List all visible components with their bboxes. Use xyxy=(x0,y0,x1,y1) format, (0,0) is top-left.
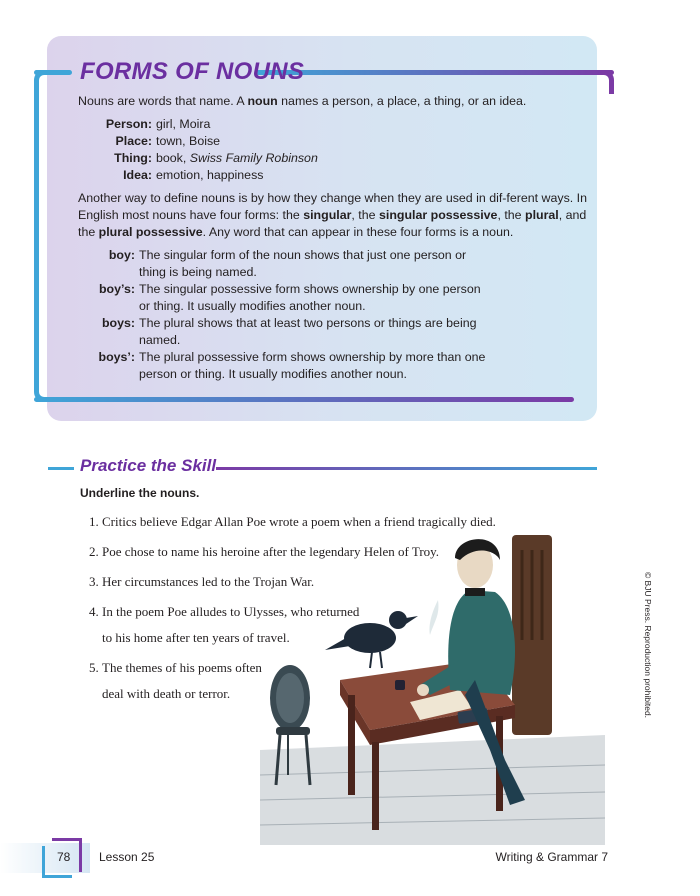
practice-instruction: Underline the nouns. xyxy=(80,486,200,500)
practice-title: Practice the Skill xyxy=(80,456,217,475)
practice-rule-left xyxy=(48,467,74,470)
form-row: boy’s: The singular possessive form shows ownership by one person or thing. It usually modifies another noun. xyxy=(98,282,481,313)
practice-rule-right xyxy=(216,467,597,470)
book-title: Writing & Grammar 7 xyxy=(495,850,608,864)
form-row: boy: The singular form of the noun shows that just one person or thing is being named. xyxy=(108,248,467,279)
intro-paragraph: Nouns are words that name. A noun names a person, a place, a thing, or an idea. xyxy=(78,94,527,108)
example-row: Place: town, Boise xyxy=(115,134,221,148)
raven-icon xyxy=(325,611,418,668)
quill-icon xyxy=(429,600,438,635)
poe-illustration xyxy=(260,520,605,845)
box-frame-left xyxy=(34,70,50,402)
page-number: 78 xyxy=(57,850,71,864)
lesson-label: Lesson 25 xyxy=(99,850,155,864)
practice-item: 1. Critics believe Edgar Allan Poe wrote a poem when a friend tragically died. xyxy=(89,514,496,529)
example-row: Thing: book, Swiss Family Robinson xyxy=(114,151,318,165)
concept-content xyxy=(78,93,588,383)
example-row: Idea: emotion, happiness xyxy=(123,168,264,182)
form-row: boys’: The plural possessive form shows ownership by more than one person or thing. It usually modifies another noun. xyxy=(98,350,486,381)
forms-paragraph: Another way to define nouns is by how they change when they are used in dif-ferent ways. In English most nouns have four forms: the singular, the singular possessive, the plural, and the plural possessive. Any word that can appear in these four forms is a noun. xyxy=(78,191,588,239)
box-frame-right xyxy=(600,70,614,94)
tall-chair-icon xyxy=(512,535,552,735)
practice-item: 2. Poe chose to name his heroine after the legendary Helen of Troy. xyxy=(89,544,440,559)
box-frame-top xyxy=(256,70,614,75)
noun-examples xyxy=(78,116,588,184)
practice-item: 4. In the poem Poe alludes to Ulysses, who returned to his home after ten years of travel. xyxy=(89,604,360,645)
box-frame-top-short xyxy=(34,70,72,75)
form-row: boys: The plural shows that at least two persons or things are being named. xyxy=(101,316,477,347)
inkwell-icon xyxy=(395,680,405,690)
practice-item: 5. The themes of his poems often deal with death or terror. xyxy=(89,660,262,701)
copyright-note: © BJU Press. Reproduction prohibited. xyxy=(643,571,653,719)
box-frame-bottom xyxy=(34,397,574,402)
practice-item: 3. Her circumstances led to the Trojan War. xyxy=(89,574,315,589)
section-title: FORMS OF NOUNS xyxy=(80,58,305,85)
noun-forms-list xyxy=(78,247,588,383)
example-row: Person: girl, Moira xyxy=(105,117,211,131)
